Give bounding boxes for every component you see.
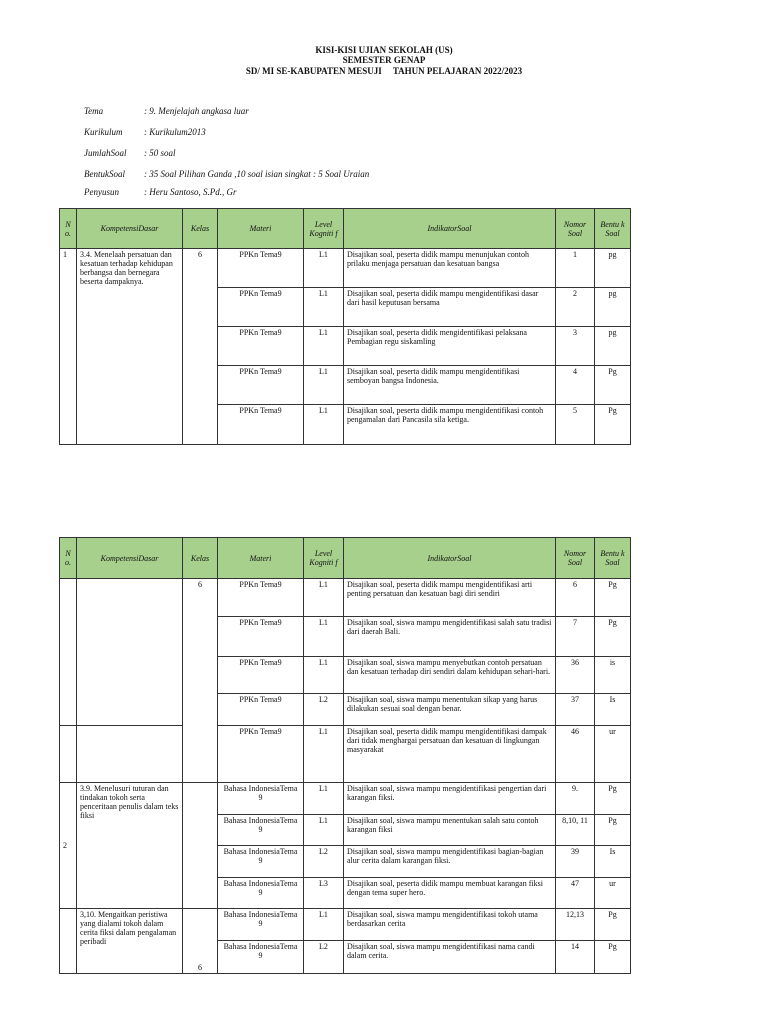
cell-indikator: Disajikan soal, peserta didik mampu mengidentifikasi dasar dari hasil keputusan bersama	[344, 288, 556, 327]
cell-nomor: 39	[556, 846, 595, 878]
cell-bentuk: pg	[595, 327, 631, 366]
cell-indikator: Disajikan soal, peserta didik mampu membuat karangan fiksi dengan tema super hero.	[344, 878, 556, 909]
meta-value-bentuk: : 35 Soal Pilihan Ganda ,10 soal isian singkat : 5 Soal Uraian	[144, 169, 370, 179]
cell-level: L1	[304, 657, 344, 694]
cell-level: L1	[304, 405, 344, 445]
cell-nomor: 5	[556, 405, 595, 445]
table-row	[60, 783, 631, 815]
cell-bentuk: Pg	[595, 783, 631, 815]
col-header-materi: Materi	[218, 538, 304, 579]
meta-label-penyusun: Penyusun	[84, 187, 119, 197]
cell-indikator: Disajikan soal, siswa mampu menyebutkan contoh persatuan dan kesatuan terhadap diri sendiri dalam kehidupan sehari-hari.	[344, 657, 556, 694]
cell-nomor: 1	[556, 249, 595, 288]
col-header-materi: Materi	[218, 209, 304, 249]
meta-value-tema: : 9. Menjelajah angkasa luar	[144, 106, 249, 116]
cell-bentuk: Pg	[595, 405, 631, 445]
cell-bentuk: ur	[595, 878, 631, 909]
cell-materi: PPKn Tema9	[218, 726, 304, 783]
cell-kelas: 6	[183, 909, 218, 974]
cell-materi: PPKn Tema9	[218, 327, 304, 366]
cell-level: L3	[304, 878, 344, 909]
cell-level: L1	[304, 327, 344, 366]
col-header-nomor: Nomor Soal	[556, 538, 595, 579]
table-row	[60, 249, 631, 288]
cell-indikator: Disajikan soal, siswa mampu mengidentifikasi pengertian dari karangan fiksi.	[344, 783, 556, 815]
cell-nomor: 2	[556, 288, 595, 327]
cell-nomor: 12,13	[556, 909, 595, 941]
cell-level: L2	[304, 941, 344, 974]
cell-materi: Bahasa IndonesiaTema 9	[218, 783, 304, 815]
cell-kelas: 6	[183, 579, 218, 783]
cell-kd	[77, 579, 183, 726]
cell-indikator: Disajikan soal, peserta didik mampu mengidentifikasi dampak dari tidak menghargai persatuan dan kesatuan di lingkungan masyarakat	[344, 726, 556, 783]
col-header-kd: KompetensiDasar	[77, 209, 183, 249]
table-row	[60, 579, 631, 617]
cell-nomor: 37	[556, 694, 595, 726]
cell-indikator: Disajikan soal, siswa mampu mengidentifikasi nama candi dalam cerita.	[344, 941, 556, 974]
cell-nomor: 47	[556, 878, 595, 909]
table-row	[60, 726, 631, 783]
meta-label-jumlah: JumlahSoal	[84, 148, 127, 158]
cell-level: L2	[304, 846, 344, 878]
table-header-row	[60, 538, 631, 579]
cell-bentuk: Is	[595, 846, 631, 878]
kisi-table-1	[59, 208, 631, 445]
cell-nomor: 7	[556, 617, 595, 657]
cell-materi: Bahasa IndonesiaTema 9	[218, 815, 304, 846]
col-header-level: Level Kogniti f	[304, 538, 344, 579]
cell-indikator: Disajikan soal, peserta didik mampu menunjukan contoh prilaku menjaga persatuan dan kesatuan bangsa	[344, 249, 556, 288]
cell-kd: 3.9. Menelusuri tuturan dan tindakan tokoh serta penceritaan penulis dalam teks fiksi	[77, 783, 183, 909]
cell-nomor: 46	[556, 726, 595, 783]
cell-indikator: Disajikan soal, peserta didik mampu mengidentifikasi contoh pengamalan dari Pancasila sila ketiga.	[344, 405, 556, 445]
col-header-bentuk: Bentu k Soal	[595, 538, 631, 579]
cell-materi: PPKn Tema9	[218, 579, 304, 617]
cell-indikator: Disajikan soal, siswa mampu mengidentifikasi bagian-bagian alur cerita dalam karangan fiksi.	[344, 846, 556, 878]
cell-bentuk: Pg	[595, 941, 631, 974]
kisi-table-2	[59, 537, 631, 974]
cell-indikator: Disajikan soal, peserta didik mengidentifikasi pelaksana Pembagian regu siskamling	[344, 327, 556, 366]
cell-kd	[77, 726, 183, 783]
cell-bentuk: Pg	[595, 366, 631, 405]
cell-level: L1	[304, 726, 344, 783]
col-header-indikator: IndikatorSoal	[344, 538, 556, 579]
col-header-no: N o.	[60, 538, 77, 579]
cell-indikator: Disajikan soal, siswa mampu menentukan salah satu contoh karangan fiksi	[344, 815, 556, 846]
cell-no	[60, 909, 77, 974]
meta-label-kurikulum: Kurikulum	[84, 127, 123, 137]
cell-nomor: 14	[556, 941, 595, 974]
col-header-bentuk: Bentu k Soal	[595, 209, 631, 249]
meta-value-jumlah: : 50 soal	[144, 148, 176, 158]
cell-level: L1	[304, 249, 344, 288]
meta-label-tema: Tema	[84, 106, 104, 116]
cell-kd: 3.4. Menelaah persatuan dan kesatuan terhadap kehidupan berbangsa dan bernegara beserta dampaknya.	[77, 249, 183, 445]
cell-bentuk: is	[595, 657, 631, 694]
cell-indikator: Disajikan soal, siswa mampu mengidentifikasi salah satu tradisi dari daerah Bali.	[344, 617, 556, 657]
meta-label-bentuk: BentukSoal	[84, 169, 125, 179]
cell-materi: Bahasa IndonesiaTema 9	[218, 909, 304, 941]
col-header-kelas: Kelas	[183, 538, 218, 579]
cell-nomor: 9.	[556, 783, 595, 815]
cell-indikator: Disajikan soal, siswa mampu mengidentifikasi tokoh utama berdasarkan cerita	[344, 909, 556, 941]
cell-nomor: 6	[556, 579, 595, 617]
col-header-kelas: Kelas	[183, 209, 218, 249]
cell-materi: PPKn Tema9	[218, 657, 304, 694]
cell-nomor: 8,10, 11	[556, 815, 595, 846]
cell-materi: PPKn Tema9	[218, 694, 304, 726]
col-header-level: Level Kogniti f	[304, 209, 344, 249]
cell-level: L1	[304, 366, 344, 405]
cell-materi: Bahasa IndonesiaTema 9	[218, 941, 304, 974]
doc-title-line3: SD/ MI SE-KABUPATEN MESUJI TAHUN PELAJARAN 2022/2023	[245, 66, 523, 76]
cell-level: L1	[304, 288, 344, 327]
cell-no: 1	[60, 249, 77, 445]
table-row	[60, 909, 631, 941]
cell-indikator: Disajikan soal, peserta didik mampu mengidentifikasi arti penting persatuan dan kesatuan bagi diri sendiri	[344, 579, 556, 617]
cell-kelas	[183, 783, 218, 909]
cell-kd: 3,10. Mengaitkan peristiwa yang dialami tokoh dalam cerita fiksi dalam pengalaman peribadi	[77, 909, 183, 974]
cell-materi: Bahasa IndonesiaTema 9	[218, 846, 304, 878]
cell-bentuk: Pg	[595, 579, 631, 617]
cell-materi: PPKn Tema9	[218, 288, 304, 327]
cell-bentuk: Pg	[595, 909, 631, 941]
cell-kelas: 6	[183, 249, 218, 445]
cell-nomor: 4	[556, 366, 595, 405]
cell-nomor: 3	[556, 327, 595, 366]
cell-materi: PPKn Tema9	[218, 366, 304, 405]
cell-bentuk: Is	[595, 694, 631, 726]
cell-bentuk: ur	[595, 726, 631, 783]
meta-value-kurikulum: : Kurikulum2013	[144, 127, 206, 137]
cell-bentuk: Pg	[595, 815, 631, 846]
cell-level: L1	[304, 579, 344, 617]
cell-materi: PPKn Tema9	[218, 617, 304, 657]
col-header-kd: KompetensiDasar	[77, 538, 183, 579]
cell-bentuk: pg	[595, 288, 631, 327]
col-header-nomor: Nomor Soal	[556, 209, 595, 249]
doc-title-line1: KISI-KISI UJIAN SEKOLAH (US)	[315, 45, 453, 55]
cell-level: L2	[304, 694, 344, 726]
cell-level: L1	[304, 815, 344, 846]
cell-materi: PPKn Tema9	[218, 249, 304, 288]
cell-bentuk: Pg	[595, 617, 631, 657]
cell-materi: Bahasa IndonesiaTema 9	[218, 878, 304, 909]
cell-level: L1	[304, 617, 344, 657]
cell-nomor: 36	[556, 657, 595, 694]
table-header-row	[60, 209, 631, 249]
col-header-indikator: IndikatorSoal	[344, 209, 556, 249]
cell-materi: PPKn Tema9	[218, 405, 304, 445]
cell-no	[60, 726, 77, 783]
cell-no: 2	[60, 783, 77, 909]
cell-indikator: Disajikan soal, peserta didik mampu mengidentifikasi semboyan bangsa Indonesia.	[344, 366, 556, 405]
meta-value-penyusun: : Heru Santoso, S.Pd., Gr	[144, 187, 237, 197]
cell-no	[60, 579, 77, 726]
cell-bentuk: pg	[595, 249, 631, 288]
cell-indikator: Disajikan soal, siswa mampu menentukan sikap yang harus dilakukan sesuai soal dengan benar.	[344, 694, 556, 726]
cell-level: L1	[304, 783, 344, 815]
doc-title-line2: SEMESTER GENAP	[342, 55, 426, 65]
col-header-no: N o.	[60, 209, 77, 249]
cell-level: L1	[304, 909, 344, 941]
